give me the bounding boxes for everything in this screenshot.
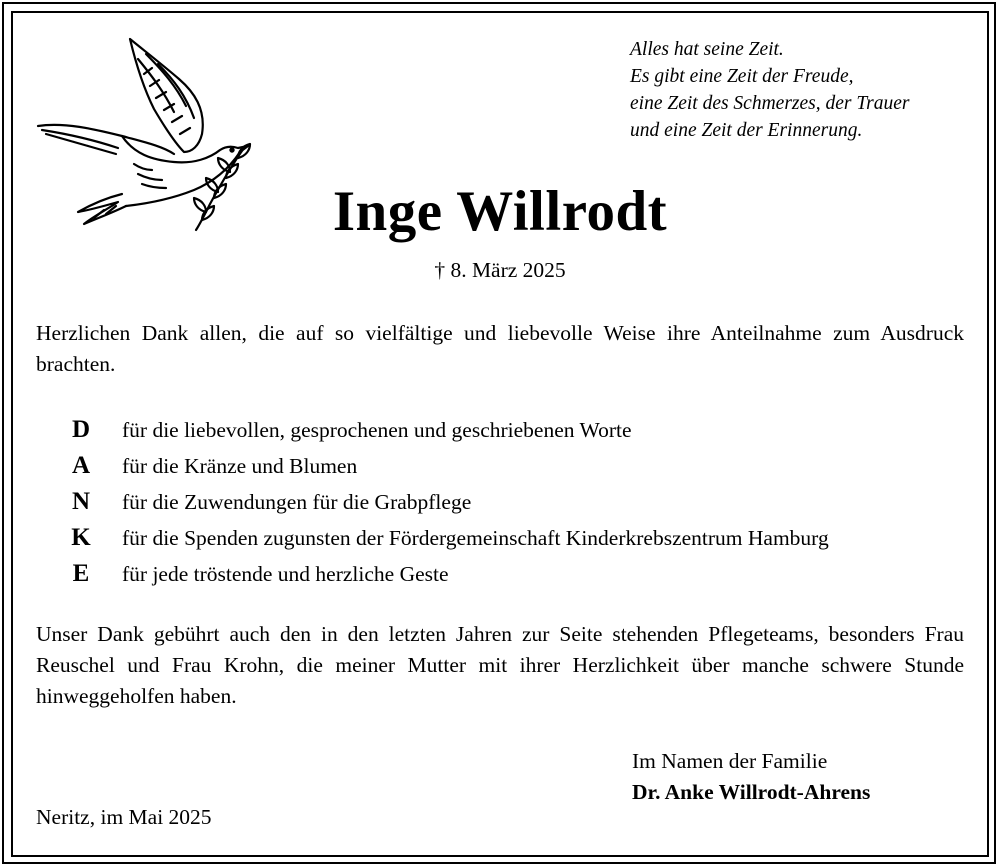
deceased-name: Inge Willrodt <box>332 180 668 243</box>
danke-text: für die Zuwendungen für die Grabpflege <box>122 490 472 514</box>
danke-row <box>40 556 980 592</box>
danke-letter: A <box>71 452 91 479</box>
death-date: † 8. März 2025 <box>434 258 566 282</box>
poem-line: und eine Zeit der Erinnerung. <box>630 120 863 141</box>
poem-line: Alles hat seine Zeit. <box>630 39 784 60</box>
danke-letter: N <box>71 488 91 515</box>
poem-line: eine Zeit des Schmerzes, der Trauer <box>630 93 910 114</box>
signature <box>632 746 870 808</box>
danke-list <box>40 412 980 592</box>
danke-text: für die liebevollen, gesprochenen und geschriebenen Worte <box>122 418 632 442</box>
danke-letter: K <box>71 524 91 551</box>
danke-text: für die Spenden zugunsten der Fördergemeinschaft Kinderkrebszentrum Hamburg <box>122 526 829 550</box>
danke-row <box>40 484 980 520</box>
danke-letter: D <box>71 416 91 443</box>
intro-paragraph: Herzlichen Dank allen, die auf so vielfältige und liebevolle Weise ihre Anteilnahme zum Ausdruck brachten. <box>36 321 964 376</box>
danke-letter: E <box>72 560 90 587</box>
danke-text: für die Kränze und Blumen <box>122 454 358 478</box>
signature-name: Dr. Anke Willrodt-Ahrens <box>632 780 871 804</box>
poem <box>630 36 909 144</box>
poem-line: Es gibt eine Zeit der Freude, <box>630 66 854 87</box>
danke-row <box>40 448 980 484</box>
outro-paragraph: Unser Dank gebührt auch den in den letzten Jahren zur Seite stehenden Pflegeteams, besonders Frau Reuschel und Frau Krohn, die meiner Mutter mit ihrer Herzlichkeit über manche schwere Stunde hinweggeholfen haben. <box>36 622 964 708</box>
signature-line: Im Namen der Familie <box>632 749 828 773</box>
danke-text: für jede tröstende und herzliche Geste <box>122 562 449 586</box>
danke-row <box>40 412 980 448</box>
place-date: Neritz, im Mai 2025 <box>36 805 212 829</box>
danke-row <box>40 520 980 556</box>
